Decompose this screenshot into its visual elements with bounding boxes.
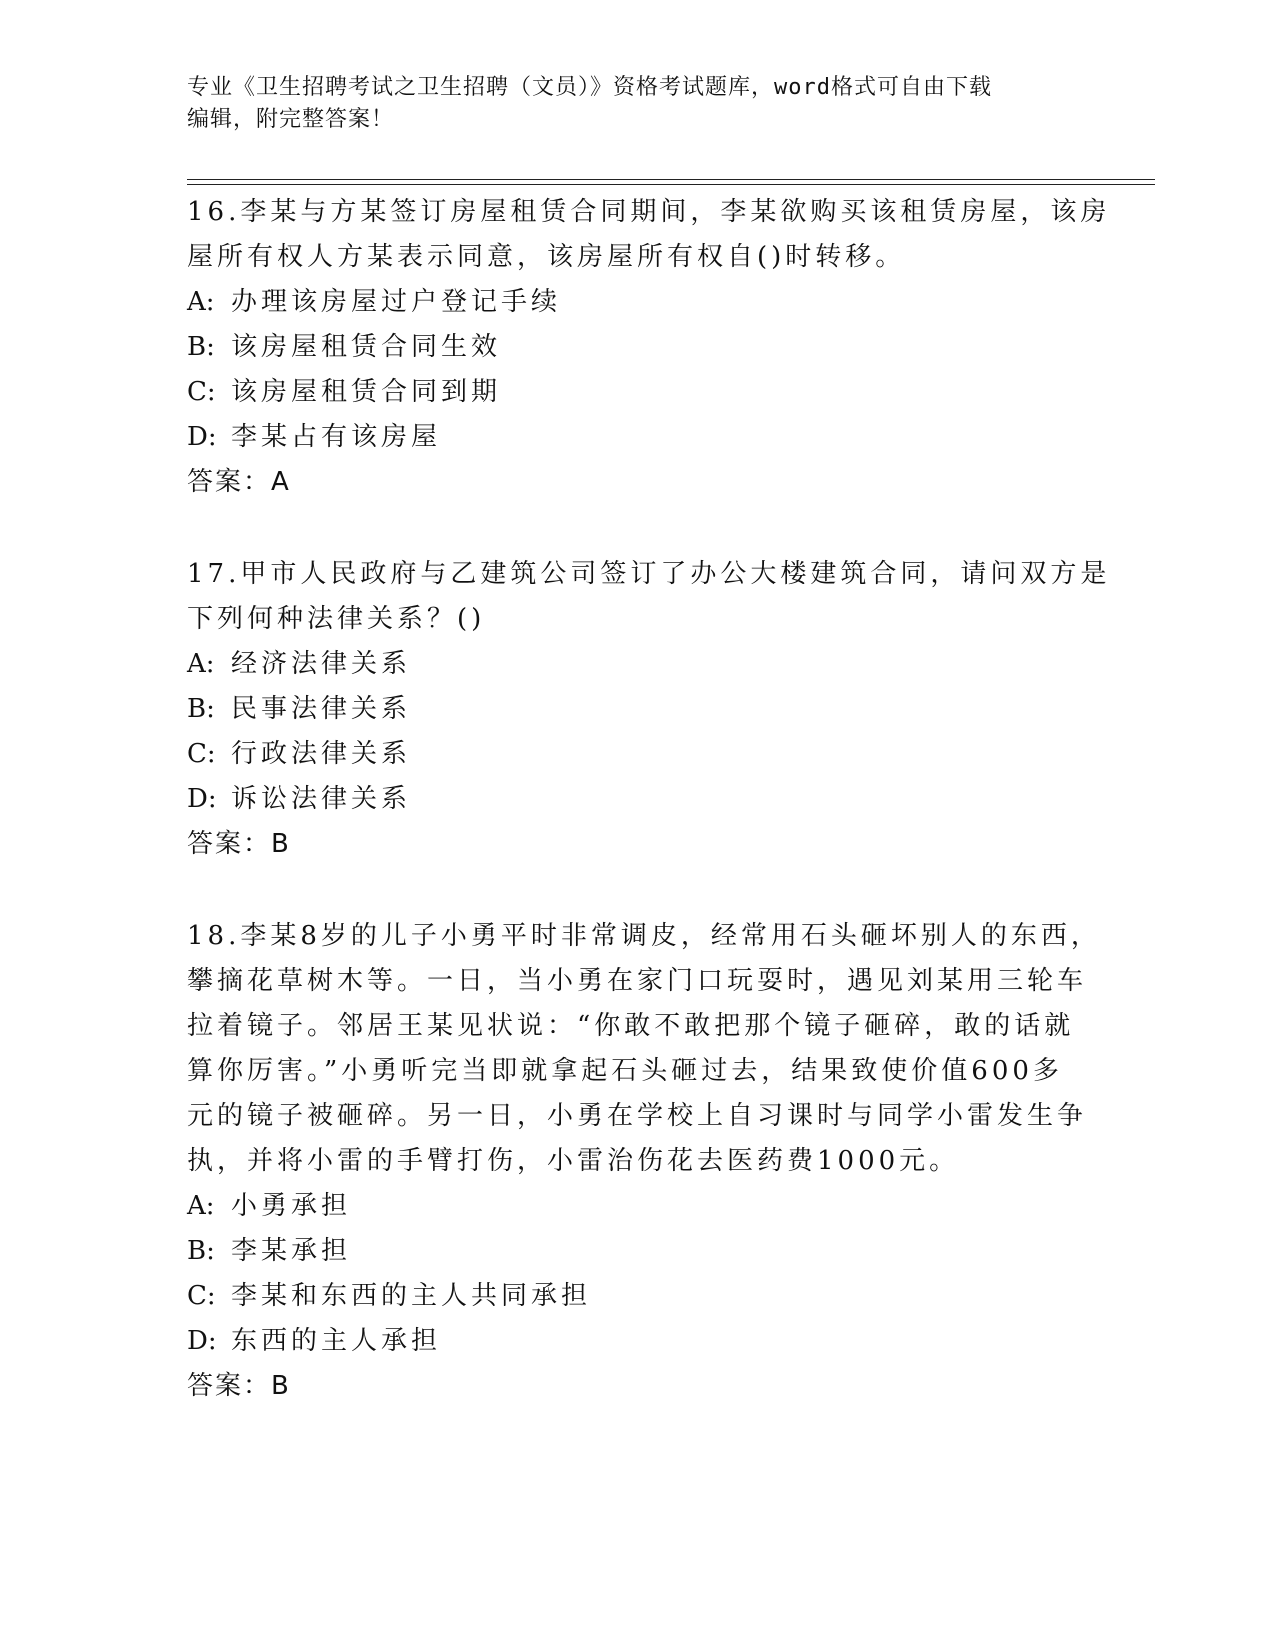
stem-line: 18.李某8岁的儿子小勇平时非常调皮，经常用石头砸坏别人的东西， [187,921,1101,951]
stem-line: 攀摘花草树木等。一日，当小勇在家门口玩耍时，遇见刘某用三轮车 [187,966,1088,996]
stem-line: 元的镜子被砸碎。另一日，小勇在学校上自习课时与同学小雷发生争 [187,1101,1088,1131]
stem-line: 执，并将小雷的手臂打伤，小雷治伤花去医药费1000元。 [187,1146,960,1176]
stem-line: 拉着镜子。邻居王某见状说：“你敢不敢把那个镜子砸碎，敢的话就 [187,1011,1075,1041]
option-b [187,687,1087,732]
option-letter: C: [187,377,216,407]
option-b [187,325,1087,370]
option-text: 东西的主人承担 [231,1326,442,1356]
option-letter: A: [187,1191,215,1221]
option-c [187,732,1087,777]
option-text: 李某承担 [231,1236,352,1266]
option-text: 小勇承担 [231,1191,352,1221]
answer-line: 答案：A [187,467,291,497]
option-letter: B: [187,332,215,362]
option-d [187,1319,1087,1364]
question-stem [187,190,1111,280]
option-c [187,1274,1087,1319]
option-text: 行政法律关系 [231,739,412,769]
option-letter: A: [187,287,215,317]
option-b [187,1229,1087,1274]
option-letter: C: [187,739,216,769]
header-divider [187,179,1155,180]
option-text: 办理该房屋过户登记手续 [231,287,562,317]
option-text: 经济法律关系 [231,649,412,679]
option-d [187,415,1087,460]
option-letter: D: [187,784,217,814]
option-letter: C: [187,1281,216,1311]
header-line: 专业《卫生招聘考试之卫生招聘（文员）》资格考试题库，word格式可自由下载 [187,75,992,100]
option-text: 李某占有该房屋 [231,422,442,452]
option-c [187,370,1087,415]
header-line: 编辑，附完整答案！ [187,107,395,132]
stem-line: 屋所有权人方某表示同意，该房屋所有权自()时转移。 [187,242,906,272]
option-text: 民事法律关系 [231,694,412,724]
answer-line: 答案：B [187,829,291,859]
option-letter: D: [187,1326,217,1356]
document-header [187,72,1067,136]
option-a [187,642,1087,687]
stem-line: 算你厉害。”小勇听完当即就拿起石头砸过去，结果致使价值600多 [187,1056,1063,1086]
option-letter: B: [187,1236,215,1266]
stem-line: 16.李某与方某签订房屋租赁合同期间，李某欲购买该租赁房屋，该房 [187,197,1111,227]
option-a [187,280,1087,325]
option-text: 李某和东西的主人共同承担 [231,1281,592,1311]
question-stem [187,552,1111,642]
question-16 [187,190,1111,505]
option-text: 该房屋租赁合同到期 [231,377,502,407]
option-letter: A: [187,649,215,679]
stem-line: 17.甲市人民政府与乙建筑公司签订了办公大楼建筑合同，请问双方是 [187,559,1111,589]
answer-line: 答案：B [187,1371,291,1401]
option-text: 该房屋租赁合同生效 [231,332,502,362]
stem-line: 下列何种法律关系？() [187,604,486,634]
question-18 [187,914,1101,1409]
option-a [187,1184,1087,1229]
option-text: 诉讼法律关系 [231,784,412,814]
question-17 [187,552,1111,867]
question-stem [187,914,1101,1184]
option-letter: D: [187,422,217,452]
option-d [187,777,1087,822]
option-letter: B: [187,694,215,724]
header-divider [187,184,1155,185]
